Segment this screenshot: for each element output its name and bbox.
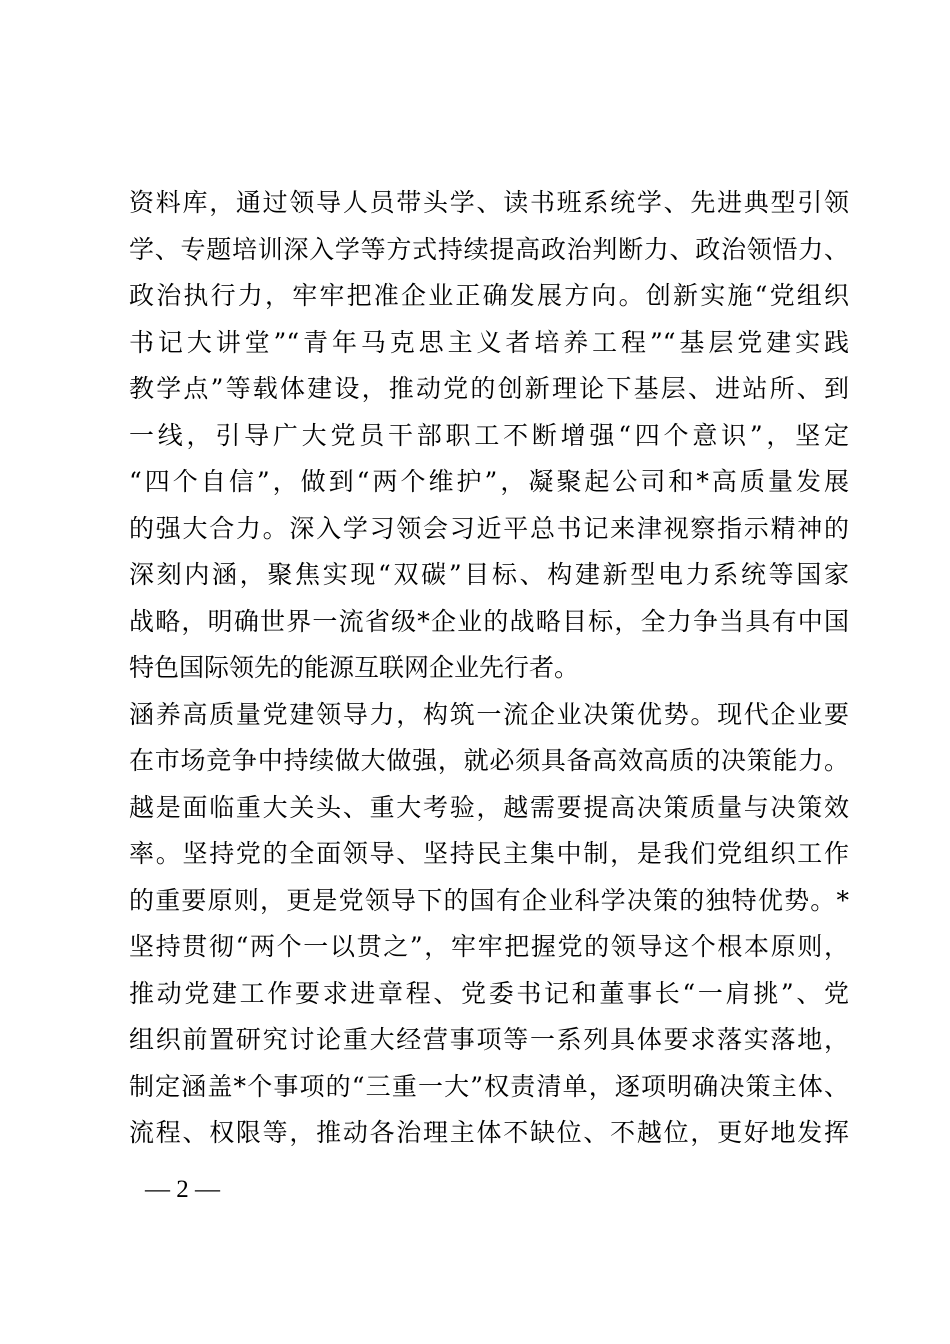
- text-line: 制定涵盖*个事项的“三重一大”权责清单，逐项明确决策主体、: [129, 1071, 849, 1101]
- text-line: 流程、权限等，推动各治理主体不缺位、不越位，更好地发挥: [129, 1118, 849, 1147]
- text-line: 资料库，通过领导人员带头学、读书班系统学、先进典型引领: [129, 188, 849, 217]
- text-line: 率。坚持党的全面领导、坚持民主集中制，是我们党组织工作: [129, 839, 849, 868]
- text-line: 推动党建工作要求进章程、党委书记和董事长“一肩挑”、党: [129, 978, 849, 1008]
- text-line: 坚持贯彻“两个一以贯之”，牢牢把握党的领导这个根本原则，: [129, 932, 849, 961]
- text-line: 的重要原则，更是党领导下的国有企业科学决策的独特优势。*: [129, 885, 849, 915]
- text-line: 教学点”等载体建设，推动党的创新理论下基层、进站所、到: [129, 374, 849, 403]
- text-line: 战略，明确世界一流省级*企业的战略目标，全力争当具有中国: [129, 606, 849, 636]
- text-line: “四个自信”，做到“两个维护”，凝聚起公司和*高质量发展: [129, 467, 849, 496]
- page-number: — 2 —: [145, 1176, 220, 1203]
- text-line: 深刻内涵，聚焦实现“双碳”目标、构建新型电力系统等国家: [129, 560, 849, 589]
- text-line: 组织前置研究讨论重大经营事项等一系列具体要求落实落地，: [129, 1025, 849, 1054]
- text-line: 特色国际领先的能源互联网企业先行者。: [129, 653, 580, 682]
- body-text: [129, 180, 849, 1157]
- text-line: 涵养高质量党建领导力，构筑一流企业决策优势。现代企业要: [129, 699, 849, 729]
- text-line: 书记大讲堂”“青年马克思主义者培养工程”“基层党建实践: [129, 327, 849, 357]
- text-line: 政治执行力，牢牢把准企业正确发展方向。创新实施“党组织: [129, 281, 849, 310]
- text-line: 越是面临重大关头、重大考验，越需要提高决策质量与决策效: [129, 792, 849, 822]
- text-line: 学、专题培训深入学等方式持续提高政治判断力、政治领悟力、: [129, 234, 849, 264]
- text-line: 的强大合力。深入学习领会习近平总书记来津视察指示精神的: [129, 513, 849, 543]
- text-line: 在市场竞争中持续做大做强，就必须具备高效高质的决策能力。: [129, 746, 849, 775]
- text-line: 一线，引导广大党员干部职工不断增强“四个意识”，坚定: [129, 420, 849, 450]
